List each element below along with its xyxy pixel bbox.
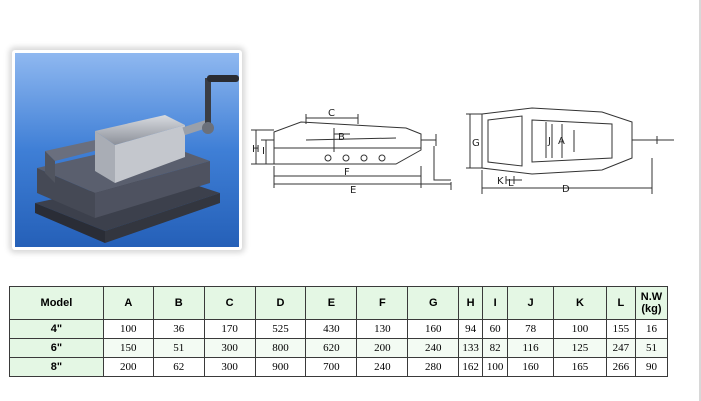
hydraulic-vise-photo [15, 53, 239, 247]
value-cell: 160 [508, 358, 554, 377]
header-nw-unit: (kg) [641, 303, 662, 315]
value-cell: 200 [103, 358, 153, 377]
value-cell: 116 [508, 339, 554, 358]
product-photo-card [12, 50, 242, 250]
value-cell: 300 [204, 339, 255, 358]
side-view-drawing [246, 100, 456, 200]
header-b: B [153, 287, 204, 320]
header-l: L [606, 287, 635, 320]
value-cell: 620 [306, 339, 357, 358]
header-i: I [483, 287, 508, 320]
value-cell: 133 [459, 339, 483, 358]
value-cell: 90 [635, 358, 667, 377]
value-cell: 300 [204, 358, 255, 377]
header-net-weight [635, 287, 667, 320]
dim-label-a: A [558, 136, 565, 147]
header-nw-label: N.W [640, 291, 663, 303]
header-g: G [408, 287, 459, 320]
value-cell: 266 [606, 358, 635, 377]
dim-label-e: E [350, 185, 357, 196]
value-cell: 78 [508, 320, 554, 339]
value-cell: 155 [606, 320, 635, 339]
header-k: K [554, 287, 607, 320]
header-h: H [459, 287, 483, 320]
header-j: J [508, 287, 554, 320]
header-c: C [204, 287, 255, 320]
header-e: E [306, 287, 357, 320]
model-cell: 6" [10, 339, 104, 358]
value-cell: 16 [635, 320, 667, 339]
value-cell: 280 [408, 358, 459, 377]
value-cell: 130 [357, 320, 408, 339]
header-a: A [103, 287, 153, 320]
dim-label-l: L [508, 178, 514, 189]
value-cell: 247 [606, 339, 635, 358]
value-cell: 700 [306, 358, 357, 377]
model-cell: 8" [10, 358, 104, 377]
value-cell: 800 [255, 339, 306, 358]
value-cell: 525 [255, 320, 306, 339]
value-cell: 125 [554, 339, 607, 358]
dim-label-b: B [338, 132, 345, 143]
table-row [10, 320, 668, 339]
value-cell: 82 [483, 339, 508, 358]
value-cell: 900 [255, 358, 306, 377]
value-cell: 165 [554, 358, 607, 377]
header-model: Model [10, 287, 104, 320]
specifications-table [9, 286, 668, 377]
table-row [10, 358, 668, 377]
value-cell: 430 [306, 320, 357, 339]
value-cell: 240 [357, 358, 408, 377]
value-cell: 51 [635, 339, 667, 358]
header-d: D [255, 287, 306, 320]
value-cell: 170 [204, 320, 255, 339]
top-view-drawing [462, 100, 690, 200]
value-cell: 36 [153, 320, 204, 339]
dim-label-g: G [472, 138, 480, 149]
value-cell: 100 [103, 320, 153, 339]
dim-label-i: I [262, 146, 265, 157]
model-cell: 4" [10, 320, 104, 339]
dim-label-j: J [548, 136, 551, 147]
dim-label-h: H [252, 144, 260, 155]
dim-label-f: F [344, 167, 350, 178]
value-cell: 100 [483, 358, 508, 377]
value-cell: 240 [408, 339, 459, 358]
dim-label-d: D [562, 184, 570, 195]
table-header-row [10, 287, 668, 320]
value-cell: 162 [459, 358, 483, 377]
header-f: F [357, 287, 408, 320]
dim-label-k: K [497, 176, 504, 187]
dim-label-c: C [328, 108, 335, 119]
value-cell: 150 [103, 339, 153, 358]
value-cell: 62 [153, 358, 204, 377]
table-row [10, 339, 668, 358]
value-cell: 160 [408, 320, 459, 339]
value-cell: 51 [153, 339, 204, 358]
value-cell: 60 [483, 320, 508, 339]
value-cell: 94 [459, 320, 483, 339]
value-cell: 200 [357, 339, 408, 358]
value-cell: 100 [554, 320, 607, 339]
